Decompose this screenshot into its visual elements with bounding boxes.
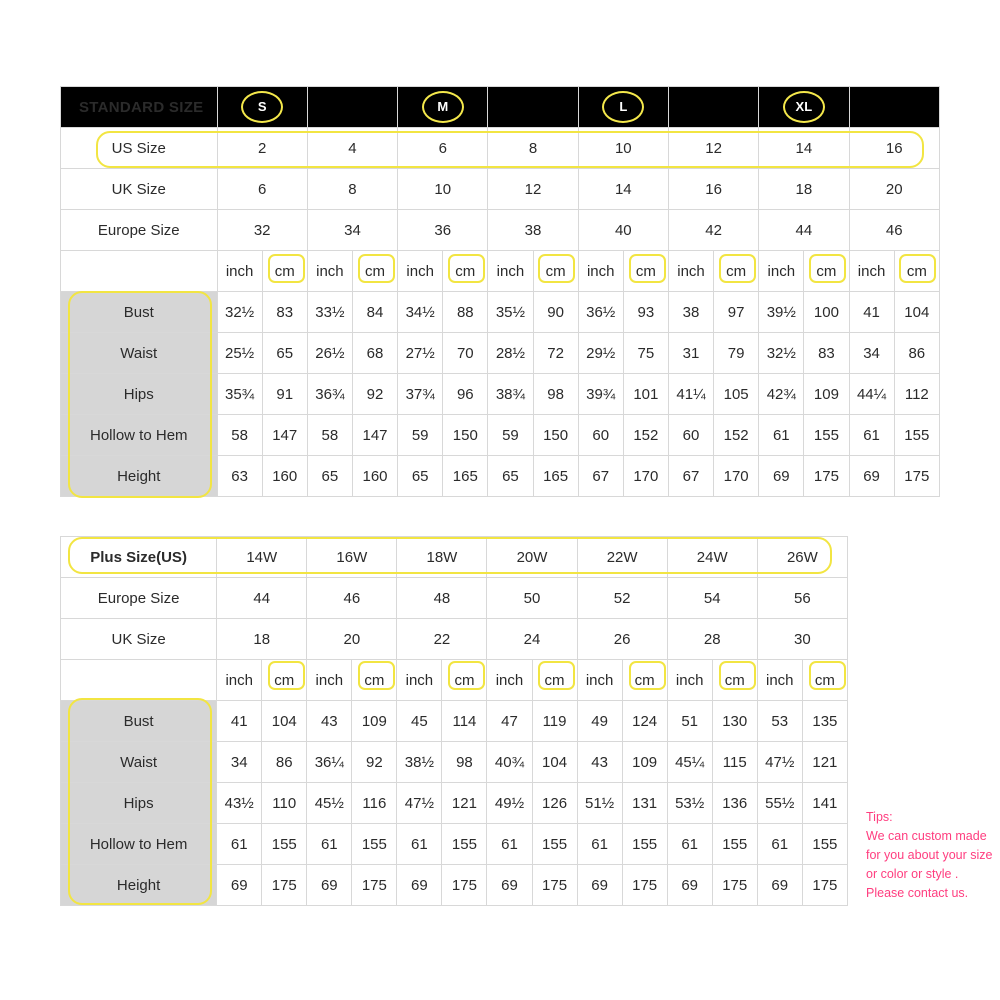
row-label: Europe Size [61,210,218,251]
table-cell: 104 [894,292,939,333]
unit-cell: cm [714,251,759,292]
table-cell: 47½ [757,742,802,783]
unit-cell: inch [577,660,622,701]
table-cell: 18 [759,169,849,210]
row-label: Plus Size(US) [61,537,217,578]
table-cell: 150 [533,415,578,456]
table-cell: 50 [487,578,577,619]
table-cell: 69 [217,865,262,906]
table-cell: 46 [849,210,940,251]
unit-cell: cm [712,660,757,701]
table-cell: 53 [757,701,802,742]
size-marker-xl-cell [759,87,849,128]
table-cell: 124 [622,701,667,742]
table-cell: 101 [623,374,668,415]
table-cell: 34½ [398,292,443,333]
table-cell: 121 [442,783,487,824]
unit-cell: cm [352,660,397,701]
table-cell: 18W [397,537,487,578]
table-cell: 72 [533,333,578,374]
table-cell: 155 [712,824,757,865]
table-cell: 170 [623,456,668,497]
size-marker-m-cell [398,87,488,128]
table-cell: 69 [397,865,442,906]
table-cell: 69 [757,865,802,906]
table-cell: 61 [487,824,532,865]
table-cell: 84 [352,292,397,333]
unit-cell: cm [622,660,667,701]
plus-row-uk-size [61,619,848,660]
table-cell: 170 [714,456,759,497]
table-cell: 36¾ [307,374,352,415]
table-cell: 69 [307,865,352,906]
table-cell: 16 [668,169,758,210]
standard-row-hollow-to-hem [61,415,940,456]
table-cell: 45½ [307,783,352,824]
table-cell: 36¼ [307,742,352,783]
table-cell: 20W [487,537,577,578]
table-cell: 83 [262,292,307,333]
unit-cell: inch [578,251,623,292]
table-cell: 135 [802,701,847,742]
size-marker-s: S [241,91,283,123]
table-cell: 175 [894,456,939,497]
table-cell: 51½ [577,783,622,824]
table-cell: 92 [352,374,397,415]
table-cell: 109 [622,742,667,783]
unit-cell: cm [802,660,847,701]
plus-size-chart [60,536,848,906]
table-cell: 175 [712,865,757,906]
table-cell: 49½ [487,783,532,824]
table-cell: 96 [443,374,488,415]
table-cell: 28 [667,619,757,660]
unit-cell: cm [352,251,397,292]
table-cell: 70 [443,333,488,374]
measurement-label: Hollow to Hem [61,415,218,456]
table-cell: 155 [442,824,487,865]
standard-size-table [60,86,940,497]
standard-row-bust [61,292,940,333]
table-cell: 90 [533,292,578,333]
table-cell: 45¼ [667,742,712,783]
table-cell: 105 [714,374,759,415]
table-cell: 24W [667,537,757,578]
plus-row-plus-size-us [61,537,848,578]
unit-cell: cm [804,251,849,292]
table-cell: 35½ [488,292,533,333]
size-marker-m: M [422,91,464,123]
table-cell: 38 [488,210,578,251]
table-cell: 75 [623,333,668,374]
measurement-label: Height [61,865,217,906]
table-cell: 40¾ [487,742,532,783]
table-cell: 38½ [397,742,442,783]
table-cell: 28½ [488,333,533,374]
table-cell: 40 [578,210,668,251]
table-cell: 33½ [307,292,352,333]
table-cell: 2 [217,128,307,169]
table-cell: 109 [804,374,849,415]
table-cell: 175 [442,865,487,906]
table-cell: 26W [757,537,847,578]
table-cell: 52 [577,578,667,619]
unit-cell: cm [262,660,307,701]
table-cell: 47 [487,701,532,742]
table-cell: 110 [262,783,307,824]
table-cell: 155 [622,824,667,865]
plus-row-hollow-to-hem [61,824,848,865]
table-cell: 109 [352,701,397,742]
table-cell: 32 [217,210,307,251]
table-cell: 38¾ [488,374,533,415]
table-cell: 112 [894,374,939,415]
table-cell: 22 [397,619,487,660]
unit-cell: cm [532,660,577,701]
unit-cell: cm [443,251,488,292]
row-label: US Size [61,128,218,169]
table-cell: 8 [488,128,578,169]
size-marker-xl: XL [783,91,825,123]
measurement-label: Bust [61,292,218,333]
table-cell: 152 [714,415,759,456]
table-cell: 61 [849,415,894,456]
standard-row-us-size [61,128,940,169]
plus-row-europe-size [61,578,848,619]
table-cell: 65 [488,456,533,497]
unit-cell: inch [759,251,804,292]
unit-cell: inch [849,251,894,292]
table-cell: 31 [668,333,713,374]
table-cell: 58 [217,415,262,456]
size-marker-spacer-1 [307,87,397,128]
table-cell: 26 [577,619,667,660]
table-cell: 69 [577,865,622,906]
table-cell: 8 [307,169,397,210]
tips-line-2: We can custom made [866,829,987,843]
table-cell: 34 [217,742,262,783]
table-cell: 48 [397,578,487,619]
table-cell: 67 [668,456,713,497]
table-cell: 69 [759,456,804,497]
size-marker-spacer-3 [668,87,758,128]
tips-line-4: or color or style . [866,867,959,881]
size-marker-s-cell [217,87,307,128]
table-cell: 61 [577,824,622,865]
table-cell: 14 [578,169,668,210]
table-cell: 155 [894,415,939,456]
table-cell: 175 [352,865,397,906]
plus-row-bust [61,701,848,742]
table-cell: 44 [217,578,307,619]
table-cell: 6 [398,128,488,169]
table-cell: 14W [217,537,307,578]
standard-size-chart [60,86,940,497]
table-cell: 98 [533,374,578,415]
table-cell: 165 [533,456,578,497]
table-cell: 12 [488,169,578,210]
table-cell: 92 [352,742,397,783]
table-cell: 69 [849,456,894,497]
table-cell: 86 [262,742,307,783]
table-cell: 150 [443,415,488,456]
table-cell: 59 [488,415,533,456]
table-cell: 165 [443,456,488,497]
plus-row-waist [61,742,848,783]
table-cell: 175 [262,865,307,906]
table-cell: 34 [307,210,397,251]
table-cell: 4 [307,128,397,169]
standard-row-waist [61,333,940,374]
table-cell: 97 [714,292,759,333]
table-cell: 46 [307,578,397,619]
table-cell: 68 [352,333,397,374]
tips-block [866,808,996,903]
unit-cell: inch [488,251,533,292]
table-cell: 65 [262,333,307,374]
measurement-label: Hips [61,783,217,824]
table-cell: 98 [442,742,487,783]
table-cell: 67 [578,456,623,497]
table-cell: 27½ [398,333,443,374]
table-cell: 56 [757,578,847,619]
table-cell: 41 [217,701,262,742]
size-marker-l-cell [578,87,668,128]
unit-cell: inch [668,251,713,292]
measurement-label: Waist [61,742,217,783]
table-cell: 115 [712,742,757,783]
measurement-label: Hollow to Hem [61,824,217,865]
table-cell: 61 [667,824,712,865]
row-label: UK Size [61,169,218,210]
unit-cell: cm [262,251,307,292]
table-cell: 121 [802,742,847,783]
table-cell: 155 [804,415,849,456]
table-cell: 65 [398,456,443,497]
row-label: Europe Size [61,578,217,619]
size-marker-spacer-2 [488,87,578,128]
table-cell: 130 [712,701,757,742]
standard-row-europe-size [61,210,940,251]
table-cell: 22W [577,537,667,578]
unit-cell: inch [217,660,262,701]
table-cell: 36 [398,210,488,251]
table-cell: 152 [623,415,668,456]
table-cell: 32½ [759,333,804,374]
table-cell: 155 [262,824,307,865]
table-cell: 26½ [307,333,352,374]
tips-line-5: Please contact us. [866,886,969,900]
table-cell: 24 [487,619,577,660]
table-cell: 51 [667,701,712,742]
table-cell: 79 [714,333,759,374]
table-cell: 69 [487,865,532,906]
table-cell: 126 [532,783,577,824]
size-marker-l: L [602,91,644,123]
table-cell: 61 [217,824,262,865]
plus-row-units [61,660,848,701]
standard-row-units [61,251,940,292]
table-cell: 61 [757,824,802,865]
table-cell: 45 [397,701,442,742]
standard-header-row [61,87,940,128]
table-cell: 12 [668,128,758,169]
table-cell: 41¼ [668,374,713,415]
row-label [61,660,217,701]
table-cell: 53½ [667,783,712,824]
plus-row-hips [61,783,848,824]
table-cell: 30 [757,619,847,660]
table-cell: 60 [578,415,623,456]
table-cell: 16W [307,537,397,578]
table-cell: 86 [894,333,939,374]
table-cell: 147 [352,415,397,456]
measurement-label: Bust [61,701,217,742]
table-cell: 175 [802,865,847,906]
table-cell: 20 [849,169,940,210]
row-label: UK Size [61,619,217,660]
table-cell: 36½ [578,292,623,333]
table-cell: 14 [759,128,849,169]
table-cell: 116 [352,783,397,824]
table-cell: 38 [668,292,713,333]
table-cell: 61 [397,824,442,865]
table-cell: 42 [668,210,758,251]
standard-header-title: STANDARD SIZE [61,87,218,128]
table-cell: 55½ [757,783,802,824]
unit-cell: inch [217,251,262,292]
table-cell: 69 [667,865,712,906]
table-cell: 155 [802,824,847,865]
unit-cell: cm [894,251,939,292]
standard-row-hips [61,374,940,415]
row-label [61,251,218,292]
unit-cell: inch [667,660,712,701]
unit-cell: inch [398,251,443,292]
table-cell: 100 [804,292,849,333]
table-cell: 83 [804,333,849,374]
size-marker-spacer-4 [849,87,940,128]
table-cell: 54 [667,578,757,619]
table-cell: 34 [849,333,894,374]
table-cell: 39¾ [578,374,623,415]
table-cell: 61 [759,415,804,456]
table-cell: 131 [622,783,667,824]
table-cell: 35¾ [217,374,262,415]
table-cell: 41 [849,292,894,333]
table-cell: 44 [759,210,849,251]
table-cell: 175 [804,456,849,497]
table-cell: 114 [442,701,487,742]
table-cell: 160 [352,456,397,497]
table-cell: 136 [712,783,757,824]
plus-size-table [60,536,848,906]
table-cell: 43½ [217,783,262,824]
unit-cell: inch [487,660,532,701]
table-cell: 10 [398,169,488,210]
table-cell: 39½ [759,292,804,333]
table-cell: 61 [307,824,352,865]
table-cell: 63 [217,456,262,497]
table-cell: 93 [623,292,668,333]
table-cell: 29½ [578,333,623,374]
table-cell: 59 [398,415,443,456]
table-cell: 16 [849,128,940,169]
table-cell: 104 [532,742,577,783]
table-cell: 47½ [397,783,442,824]
measurement-label: Height [61,456,218,497]
standard-row-uk-size [61,169,940,210]
table-cell: 147 [262,415,307,456]
table-cell: 155 [352,824,397,865]
unit-cell: cm [623,251,668,292]
table-cell: 6 [217,169,307,210]
table-cell: 91 [262,374,307,415]
table-cell: 42¾ [759,374,804,415]
unit-cell: inch [397,660,442,701]
table-cell: 160 [262,456,307,497]
tips-line-1: Tips: [866,810,893,824]
unit-cell: cm [533,251,578,292]
measurement-label: Waist [61,333,218,374]
table-cell: 37¾ [398,374,443,415]
unit-cell: inch [757,660,802,701]
table-cell: 104 [262,701,307,742]
unit-cell: inch [307,251,352,292]
table-cell: 44¼ [849,374,894,415]
table-cell: 88 [443,292,488,333]
table-cell: 43 [307,701,352,742]
plus-row-height [61,865,848,906]
standard-row-height [61,456,940,497]
table-cell: 10 [578,128,668,169]
measurement-label: Hips [61,374,218,415]
table-cell: 155 [532,824,577,865]
table-cell: 18 [217,619,307,660]
table-cell: 175 [622,865,667,906]
table-cell: 25½ [217,333,262,374]
table-cell: 20 [307,619,397,660]
tips-line-3: for you about your size [866,848,993,862]
table-cell: 65 [307,456,352,497]
unit-cell: inch [307,660,352,701]
unit-cell: cm [442,660,487,701]
table-cell: 175 [532,865,577,906]
table-cell: 119 [532,701,577,742]
table-cell: 49 [577,701,622,742]
table-cell: 32½ [217,292,262,333]
table-cell: 60 [668,415,713,456]
table-cell: 141 [802,783,847,824]
table-cell: 43 [577,742,622,783]
table-cell: 58 [307,415,352,456]
